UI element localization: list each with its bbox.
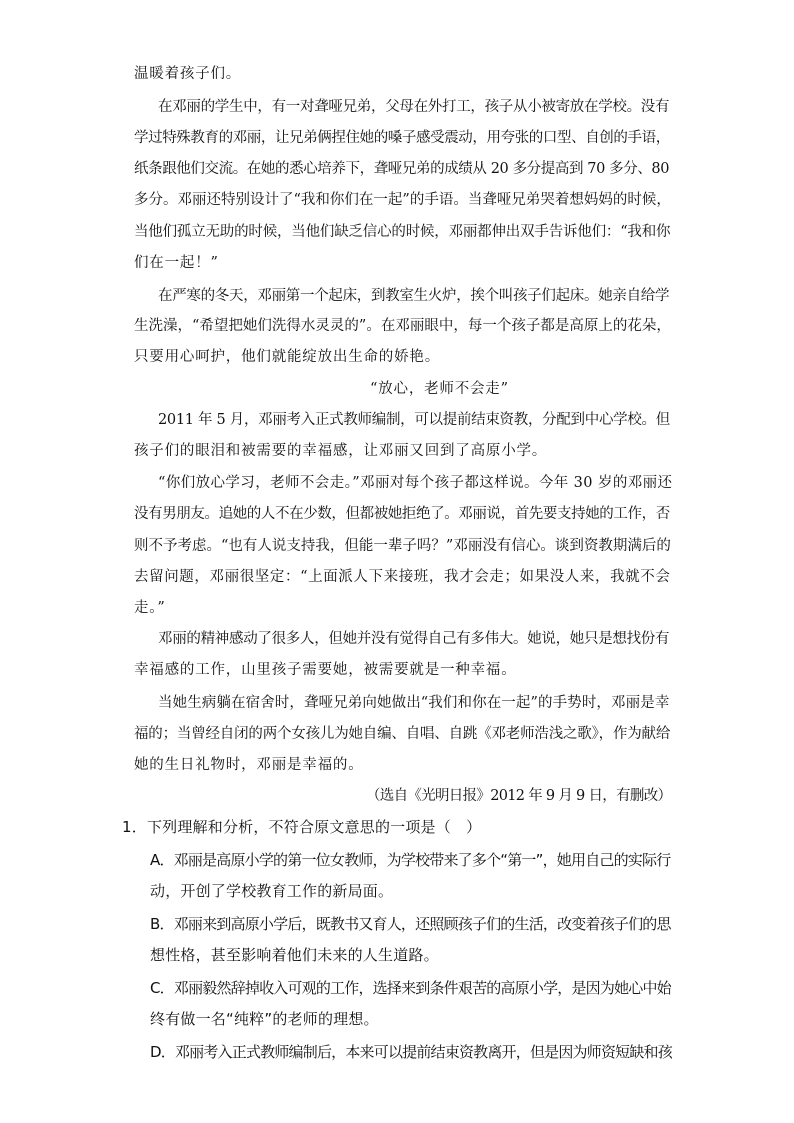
source-citation: （选自《光明日报》2012 年 9 月 9 日，有删改） [366,788,672,804]
section-heading: “放心，老师不会走” [370,381,509,397]
paragraph-line: 幸福感的工作，山里孩子需要她，被需要就是一种幸福。 [134,662,517,678]
paragraph-line: 邓丽的精神感动了很多人，但她并没有觉得自己有多伟大。她说，她只是想找份有 [158,631,670,647]
option-c-line: C．邓丽毅然辞掉收入可观的工作，选择来到条件艰苦的高原小学，是因为她心中始 [150,979,671,997]
paragraph-line: 则不予考虑。“也有人说支持我，但能一辈子吗？”邓丽没有信心。谈到资教期满后的 [134,538,671,554]
paragraph-line: 们在一起！” [134,255,219,271]
option-d-line: D．邓丽考入正式教师编制后，本来可以提前结束资教离开，但是因为师资短缺和孩 [150,1043,672,1061]
paragraph-line: 在严寒的冬天，邓丽第一个起床，到教室生火炉，挨个叫孩子们起床。她亲自给学 [158,288,670,304]
paragraph-line: 多分。邓丽还特别设计了“我和你们在一起”的手语。当聋哑兄弟哭着想妈妈的时候， [134,192,671,208]
paragraph-line: 去留问题，邓丽很坚定：“上面派人下来接班，我才会走；如果没人来，我就不会 [134,569,671,585]
paragraph-line: 只要用心呵护，他们就能绽放出生命的娇艳。 [134,349,440,365]
option-a-line: A．邓丽是高原小学的第一位女教师，为学校带来了多个“第一”，她用自己的实际行 [150,851,671,869]
paragraph-line: 福的；当曾经自闭的两个女孩儿为她自编、自唱、自跳《邓老师浩浅之歌》，作为献给 [134,726,671,742]
paragraph-line: 走。” [134,600,166,616]
option-b-cont: 想性格，甚至影响着他们未来的人生道路。 [150,946,439,964]
option-a-cont: 动，开创了学校教育工作的新局面。 [150,882,394,900]
paragraph-line: 当她生病躺在宿舍时，聋哑兄弟向她做出“我们和你在一起”的手势时，邓丽是幸 [158,695,670,711]
paragraph-line: 温暖着孩子们。 [134,66,242,82]
paragraph-line: 在邓丽的学生中，有一对聋哑兄弟，父母在外打工，孩子从小被寄放在学校。没有 [158,99,670,115]
paragraph-line: 2011 年 5 月，邓丽考入正式教师编制，可以提前结束资教，分配到中心学校。但 [158,412,670,428]
paragraph-line: 生洗澡，“希望把她们洗得水灵灵的”。在邓丽眼中，每一个孩子都是高原上的花朵， [134,318,671,334]
option-c-cont: 终有做一名“纯粹”的老师的理想。 [150,1010,379,1028]
paragraph-line: 她的生日礼物时，邓丽是幸福的。 [134,757,364,773]
paragraph-line: 孩子们的眼泪和被需要的幸福感，让邓丽又回到了高原小学。 [134,443,548,459]
paragraph-line: 没有男朋友。追她的人不在少数，但都被她拒绝了。邓丽说，首先要支持她的工作，否 [134,506,670,522]
paragraph-line: 当他们孤立无助的时候，当他们缺乏信心的时候，邓丽都伸出双手告诉他们：“我和你 [134,224,671,240]
question-stem: 1．下列理解和分析，不符合原文意思的一项是（ ） [122,818,482,836]
paragraph-line: “你们放心学习，老师不会走。”邓丽对每个孩子都这样说。今年 30 岁的邓丽还 [158,475,673,491]
paragraph-line: 纸条跟他们交流。在她的悉心培养下，聋哑兄弟的成绩从 20 多分提高到 70 多分、80 [134,161,670,177]
option-b-line: B．邓丽来到高原小学后，既教书又育人，还照顾孩子们的生活，改变着孩子们的思 [150,915,671,933]
paragraph-line: 学过特殊教育的邓丽，让兄弟俩捏住她的嗓子感受震动，用夸张的口型、自创的手语， [134,130,670,146]
